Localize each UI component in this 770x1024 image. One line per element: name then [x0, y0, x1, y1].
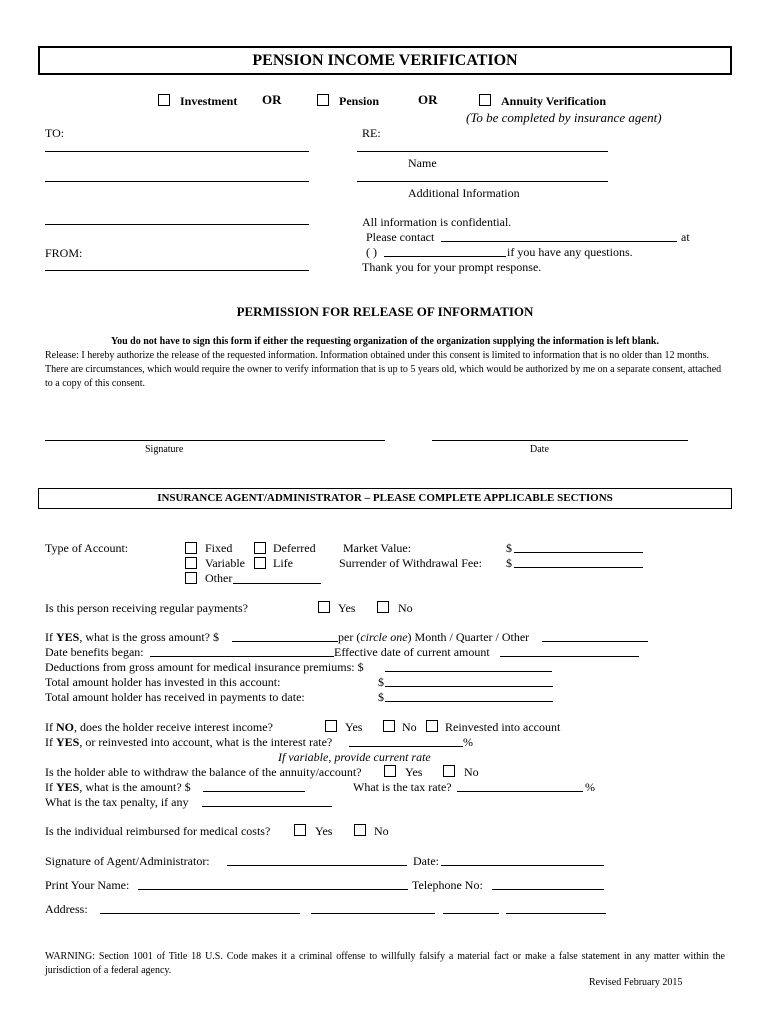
- regular-payments-no-label: No: [398, 601, 413, 615]
- fixed-checkbox[interactable]: [185, 542, 197, 554]
- withdraw-question: Is the holder able to withdraw the balance of the annuity/account?: [45, 765, 362, 779]
- telephone-label: Telephone No:: [412, 878, 483, 892]
- or-label-2: OR: [418, 92, 438, 107]
- signature-label: Signature: [145, 444, 184, 455]
- regular-payments-question: Is this person receiving regular payments?: [45, 601, 248, 615]
- effective-date-line[interactable]: [500, 656, 639, 657]
- fixed-label: Fixed: [205, 541, 233, 555]
- re-label: RE:: [362, 126, 381, 140]
- permission-bold-text: You do not have to sign this form if either the requesting organization of the organization supplying the information is left blank.: [111, 336, 659, 347]
- print-name-label: Print Your Name:: [45, 878, 130, 892]
- tax-penalty-label: What is the tax penalty, if any: [45, 795, 189, 809]
- effective-date-label: Effective date of current amount: [334, 645, 490, 659]
- regular-payments-yes-label: Yes: [338, 601, 356, 615]
- interest-no-checkbox[interactable]: [383, 720, 395, 732]
- signature-line[interactable]: [45, 440, 385, 441]
- interest-yes-label: Yes: [345, 720, 363, 734]
- annuity-label: Annuity Verification: [501, 94, 607, 108]
- withdraw-amount-question: If YES, what is the amount? $: [45, 780, 191, 794]
- tax-penalty-line[interactable]: [202, 806, 332, 807]
- withdraw-no-label: No: [464, 765, 479, 779]
- at-label: at: [681, 230, 690, 244]
- medical-question: Is the individual reimbursed for medical costs?: [45, 824, 271, 838]
- variable-label: Variable: [205, 556, 245, 570]
- invested-dollar: $: [378, 675, 384, 689]
- or-label-1: OR: [262, 92, 282, 107]
- confidential-text: All information is confidential.: [362, 215, 512, 229]
- from-label: FROM:: [45, 246, 83, 260]
- to-label: TO:: [45, 126, 65, 140]
- please-contact-label: Please contact: [366, 230, 435, 244]
- per-period-label: per (circle one) Month / Quarter / Other: [338, 630, 530, 644]
- gross-amount-line[interactable]: [232, 641, 338, 642]
- address-state-line[interactable]: [443, 913, 499, 914]
- address-zip-line[interactable]: [506, 913, 606, 914]
- deductions-line[interactable]: [385, 671, 552, 672]
- agent-section-title: INSURANCE AGENT/ADMINISTRATOR – PLEASE COMPLETE APPLICABLE SECTIONS: [157, 492, 613, 504]
- signature-date-line[interactable]: [432, 440, 688, 441]
- date-began-line[interactable]: [150, 656, 334, 657]
- life-label: Life: [273, 556, 293, 570]
- interest-rate-question: If YES, or reinvested into account, what is the interest rate?: [45, 735, 333, 749]
- variable-rate-note: If variable, provide current rate: [278, 750, 431, 764]
- market-value-line[interactable]: [514, 552, 643, 553]
- phone-line[interactable]: [384, 256, 506, 257]
- surrender-fee-line[interactable]: [514, 567, 643, 568]
- annuity-checkbox[interactable]: [479, 94, 491, 106]
- questions-text: if you have any questions.: [507, 245, 633, 259]
- pension-label: Pension: [339, 94, 380, 108]
- withdraw-yes-label: Yes: [405, 765, 423, 779]
- print-name-line[interactable]: [138, 889, 408, 890]
- to-line-1[interactable]: [45, 151, 309, 152]
- period-other-line[interactable]: [542, 641, 648, 642]
- address-street-line[interactable]: [100, 913, 300, 914]
- other-label: Other: [205, 571, 233, 585]
- agent-date-line[interactable]: [441, 865, 604, 866]
- interest-rate-percent: %: [463, 735, 473, 749]
- agent-section-box: [38, 488, 732, 509]
- tax-rate-label: What is the tax rate?: [353, 780, 452, 794]
- revised-date: Revised February 2015: [589, 977, 683, 988]
- received-dollar: $: [378, 690, 384, 704]
- to-line-3[interactable]: [45, 224, 309, 225]
- telephone-line[interactable]: [492, 889, 604, 890]
- agent-signature-line[interactable]: [227, 865, 407, 866]
- other-line[interactable]: [233, 583, 321, 584]
- investment-checkbox[interactable]: [158, 94, 170, 106]
- address-city-line[interactable]: [311, 913, 435, 914]
- name-label: Name: [408, 156, 437, 170]
- contact-line[interactable]: [441, 241, 677, 242]
- surrender-fee-label: Surrender of Withdrawal Fee:: [339, 556, 482, 570]
- investment-label: Investment: [180, 94, 238, 108]
- address-label: Address:: [45, 902, 88, 916]
- thanks-text: Thank you for your prompt response.: [362, 260, 542, 274]
- phone-paren: ( ): [366, 245, 377, 259]
- interest-rate-line[interactable]: [349, 746, 463, 747]
- market-value-label: Market Value:: [343, 541, 412, 555]
- pension-checkbox[interactable]: [317, 94, 329, 106]
- agent-signature-label: Signature of Agent/Administrator:: [45, 854, 210, 868]
- other-checkbox[interactable]: [185, 572, 197, 584]
- deductions-label: Deductions from gross amount for medical insurance premiums: $: [45, 660, 364, 674]
- warning-text: WARNING: Section 1001 of Title 18 U.S. Code makes it a criminal offense to willfully falsify a material fact or make a false statement in any matter within the jurisdiction of a federal agency.: [45, 951, 725, 976]
- to-line-2[interactable]: [45, 181, 309, 182]
- medical-no-checkbox[interactable]: [354, 824, 366, 836]
- agent-note: (To be completed by insurance agent): [466, 110, 662, 125]
- market-value-dollar: $: [506, 541, 512, 555]
- page-title: PENSION INCOME VERIFICATION: [252, 52, 518, 69]
- invested-line[interactable]: [385, 686, 553, 687]
- date-label: Date: [530, 444, 549, 455]
- regular-payments-yes-checkbox[interactable]: [318, 601, 330, 613]
- medical-yes-label: Yes: [315, 824, 333, 838]
- withdraw-yes-checkbox[interactable]: [384, 765, 396, 777]
- reinvested-checkbox[interactable]: [426, 720, 438, 732]
- tax-rate-line[interactable]: [457, 791, 583, 792]
- medical-no-label: No: [374, 824, 389, 838]
- life-checkbox[interactable]: [254, 557, 266, 569]
- gross-amount-question: If YES, what is the gross amount? $: [45, 630, 219, 644]
- tax-rate-percent: %: [585, 780, 595, 794]
- re-additional-line[interactable]: [357, 181, 608, 182]
- from-line[interactable]: [45, 270, 309, 271]
- type-of-account-label: Type of Account:: [45, 541, 129, 555]
- interest-no-label: No: [402, 720, 417, 734]
- received-label: Total amount holder has received in payments to date:: [45, 690, 305, 704]
- received-line[interactable]: [385, 701, 553, 702]
- date-began-label: Date benefits began:: [45, 645, 144, 659]
- withdraw-amount-line[interactable]: [203, 791, 305, 792]
- permission-text: Release: I hereby authorize the release of the requested information. Information obtained under this consent is limited to information that is no older than 12 months. There are circumstances, which would require the owner to verify information that is up to 5 years old, which would be authorized by me on a separate consent, attached to a copy of this consent.: [45, 350, 722, 389]
- title-box: [38, 46, 732, 75]
- reinvested-label: Reinvested into account: [445, 720, 561, 734]
- additional-info-label: Additional Information: [408, 186, 520, 200]
- agent-date-label: Date:: [413, 854, 439, 868]
- interest-income-question: If NO, does the holder receive interest income?: [45, 720, 273, 734]
- variable-checkbox[interactable]: [185, 557, 197, 569]
- surrender-fee-dollar: $: [506, 556, 512, 570]
- medical-yes-checkbox[interactable]: [294, 824, 306, 836]
- permission-title: PERMISSION FOR RELEASE OF INFORMATION: [236, 304, 534, 319]
- re-name-line[interactable]: [357, 151, 608, 152]
- regular-payments-no-checkbox[interactable]: [377, 601, 389, 613]
- deferred-label: Deferred: [273, 541, 316, 555]
- invested-label: Total amount holder has invested in this account:: [45, 675, 281, 689]
- deferred-checkbox[interactable]: [254, 542, 266, 554]
- withdraw-no-checkbox[interactable]: [443, 765, 455, 777]
- interest-yes-checkbox[interactable]: [325, 720, 337, 732]
